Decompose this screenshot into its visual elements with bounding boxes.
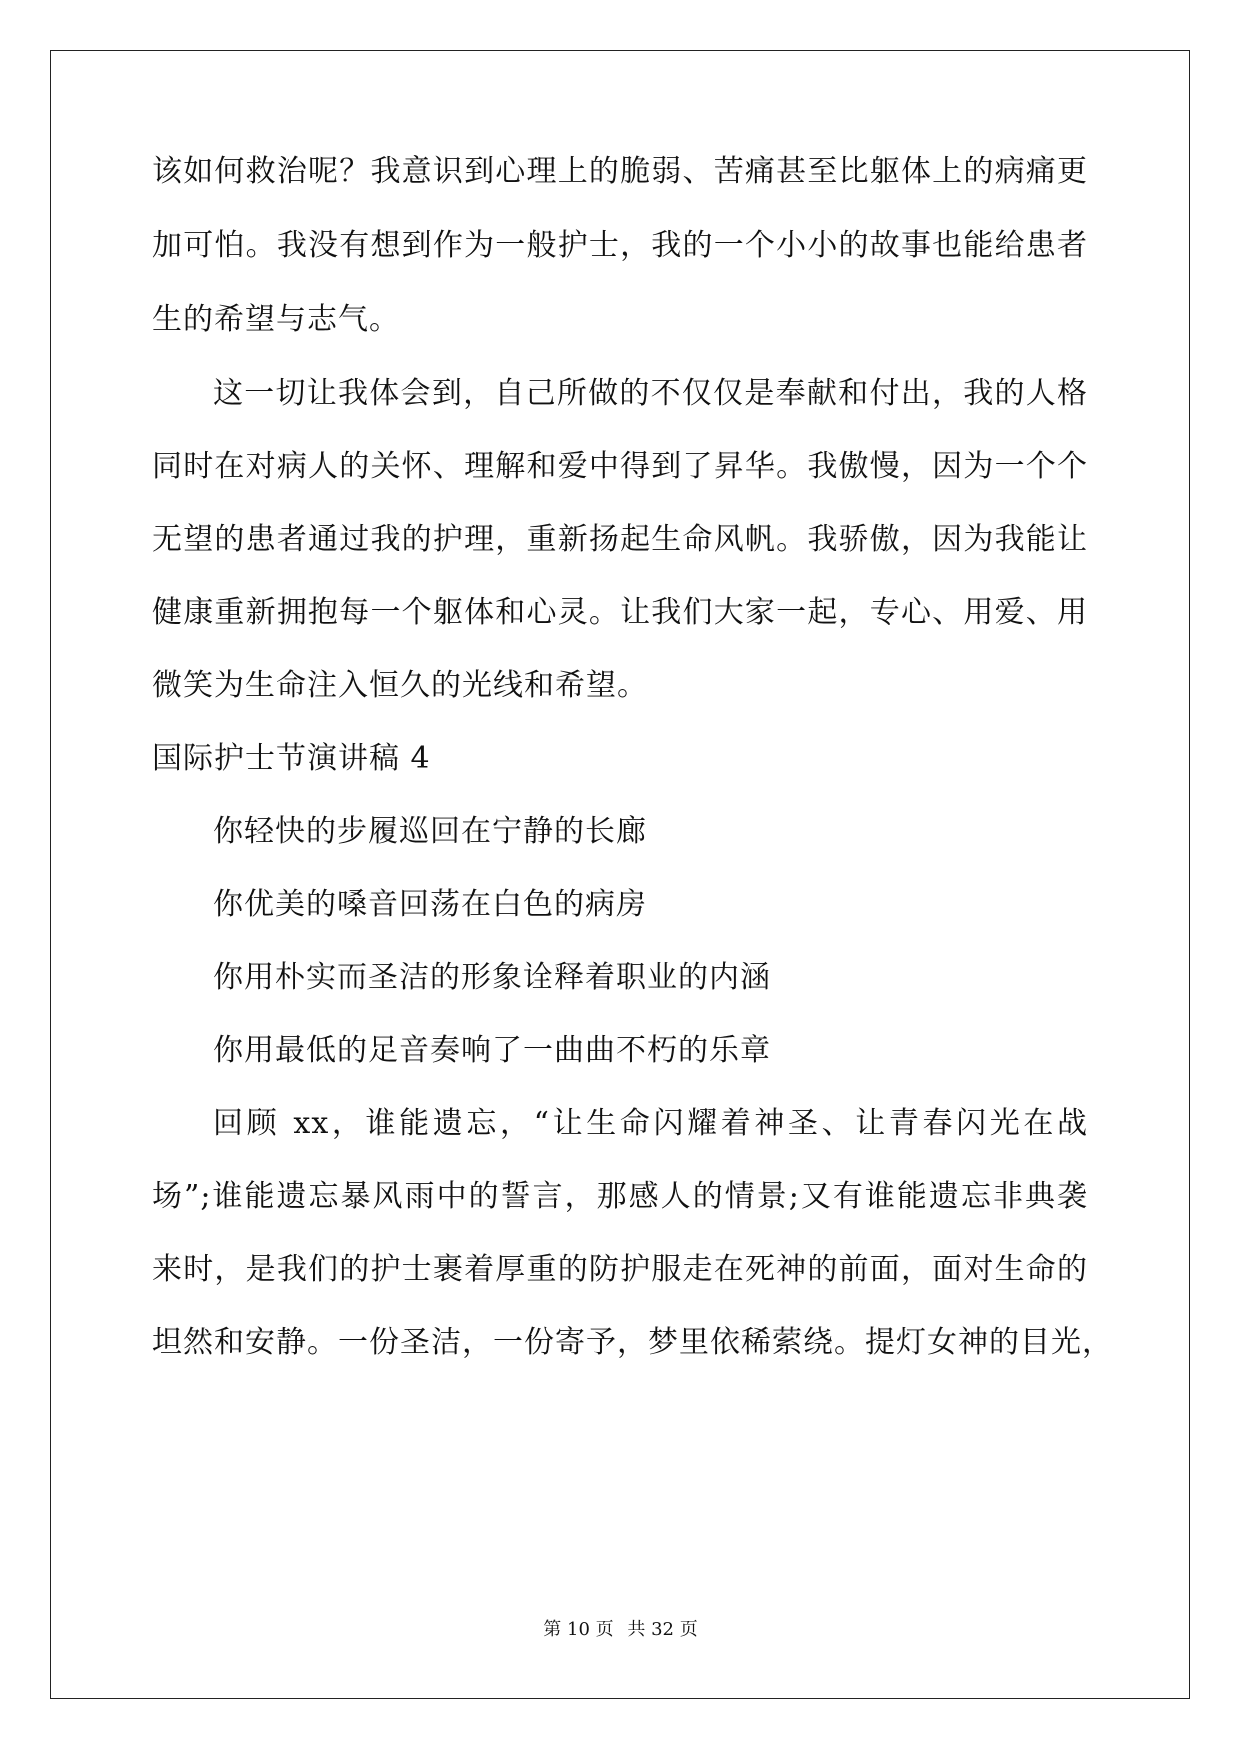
total-pages: 共 32 页	[627, 1619, 698, 1640]
paragraph-line: 场”;谁能遗忘暴风雨中的誓言，那感人的情景;又有谁能遗忘非典袭	[152, 1179, 1088, 1214]
paragraph-line: 无望的患者通过我的护理，重新扬起生命风帆。我骄傲，因为我能让	[152, 522, 1088, 557]
paragraph-line: 健康重新拥抱每一个躯体和心灵。让我们大家一起，专心、用爱、用	[152, 595, 1088, 630]
paragraph-line: 同时在对病人的关怀、理解和爱中得到了昇华。我傲慢，因为一个个	[152, 449, 1088, 484]
poem-line: 你用最低的足音奏响了一曲曲不朽的乐章	[213, 1033, 771, 1068]
section-heading: 国际护士节演讲稿 4	[152, 741, 431, 776]
paragraph-line: 坦然和安静。一份圣洁，一份寄予，梦里依稀萦绕。提灯女神的目光，	[152, 1325, 1113, 1360]
paragraph-line: 微笑为生命注入恒久的光线和希望。	[152, 668, 648, 703]
paragraph-line: 生的希望与志气。	[152, 302, 400, 337]
poem-line: 你轻快的步履巡回在宁静的长廊	[213, 814, 647, 849]
page-border	[50, 50, 1190, 1699]
paragraph-line: 这一切让我体会到，自己所做的不仅仅是奉献和付出，我的人格	[213, 376, 1088, 411]
paragraph-line: 该如何救治呢？我意识到心理上的脆弱、苦痛甚至比躯体上的病痛更	[152, 154, 1088, 189]
poem-line: 你优美的嗓音回荡在白色的病房	[213, 887, 647, 922]
page-footer	[0, 1618, 1241, 1642]
poem-line: 你用朴实而圣洁的形象诠释着职业的内涵	[213, 960, 771, 995]
paragraph-line: 回顾 xx，谁能遗忘，“让生命闪耀着神圣、让青春闪光在战	[213, 1106, 1088, 1141]
paragraph-line: 加可怕。我没有想到作为一般护士，我的一个小小的故事也能给患者	[152, 228, 1088, 263]
paragraph-line: 来时，是我们的护士裹着厚重的防护服走在死神的前面，面对生命的	[152, 1252, 1088, 1287]
page-number: 第 10 页	[543, 1619, 614, 1640]
